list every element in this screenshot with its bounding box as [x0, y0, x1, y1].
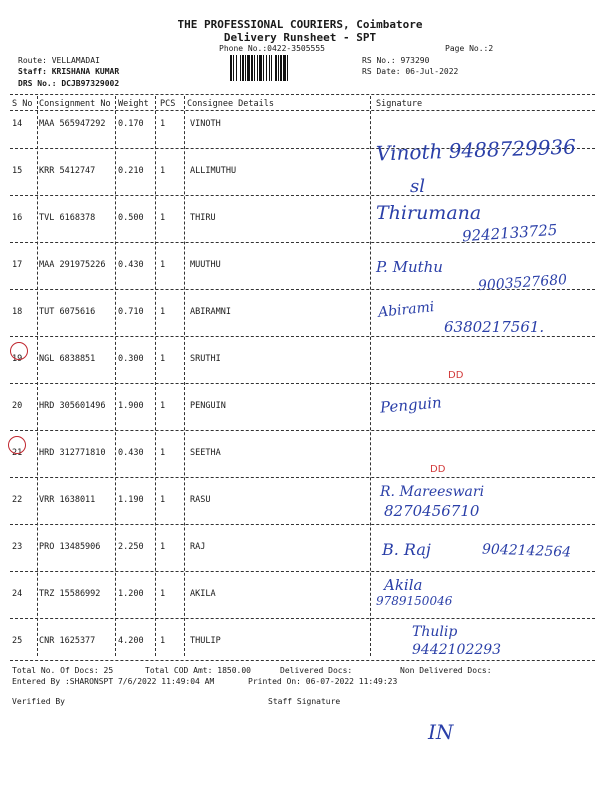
signature-row-18: Abirami — [377, 299, 436, 321]
row-weight: 0.430 — [118, 448, 144, 458]
dd-mark: DD — [430, 464, 446, 475]
col-sep — [37, 96, 38, 656]
row-pcs: 1 — [160, 166, 166, 176]
row-pcs: 1 — [160, 354, 166, 364]
bottom-initials: IN — [428, 720, 454, 744]
signature-row-24: Akila — [384, 576, 423, 594]
signature-row-25: Thulip — [412, 624, 458, 640]
row-pcs: 1 — [160, 542, 166, 552]
row-weight: 0.710 — [118, 307, 144, 317]
row-weight: 4.200 — [118, 636, 144, 646]
col-signature: Signature — [376, 99, 423, 109]
row-weight: 0.300 — [118, 354, 144, 364]
row-sno: 18 — [12, 307, 23, 317]
row-sno: 22 — [12, 495, 23, 505]
row-sno: 16 — [12, 213, 23, 223]
row-consignee: PENGUIN — [190, 401, 226, 411]
row-consignee: ABIRAMNI — [190, 307, 231, 317]
col-weight: Weight — [118, 99, 149, 109]
col-consignment: Consignment No — [39, 99, 111, 109]
row-weight: 0.170 — [118, 119, 144, 129]
row-consignee: AKILA — [190, 589, 216, 599]
document-title: THE PROFESSIONAL COURIERS, Coimbatore — [177, 18, 423, 31]
rs-date: RS Date: 06-Jul-2022 — [362, 67, 459, 76]
row-consignment: TRZ 15586992 — [39, 589, 101, 599]
row-consignee: THIRU — [190, 213, 216, 223]
total-docs: Total No. Of Docs: 25 — [12, 666, 114, 675]
row-separator — [10, 524, 595, 525]
row-consignment: PRO 13485906 — [39, 542, 101, 552]
route-label: Route: VELLAMADAI — [18, 56, 100, 65]
signature-row-25-phone: 9442102293 — [412, 642, 502, 658]
barcode-bar — [288, 55, 290, 81]
row-consignment: NGL 6838851 — [39, 354, 96, 364]
row-pcs: 1 — [160, 495, 166, 505]
staff-signature: Staff Signature — [268, 697, 341, 706]
document-subtitle: Delivery Runsheet - SPT — [223, 31, 377, 44]
row-separator — [10, 430, 595, 431]
row-sno: 25 — [12, 636, 23, 646]
row-consignment: KRR 5412747 — [39, 166, 96, 176]
row-pcs: 1 — [160, 589, 166, 599]
row-consignment: HRD 312771810 — [39, 448, 106, 458]
row-weight: 0.500 — [118, 213, 144, 223]
row-weight: 1.900 — [118, 401, 144, 411]
col-sep — [184, 96, 185, 656]
row-consignee: THULIP — [190, 636, 221, 646]
row-consignment: CNR 1625377 — [39, 636, 96, 646]
row-pcs: 1 — [160, 213, 166, 223]
row-pcs: 1 — [160, 307, 166, 317]
row-sno: 24 — [12, 589, 23, 599]
red-circle-mark — [10, 342, 28, 360]
printed-on: Printed On: 06-07-2022 11:49:23 — [248, 677, 398, 686]
row-weight: 0.210 — [118, 166, 144, 176]
row-sno: 14 — [12, 119, 23, 129]
signature-row-17: P. Muthu — [376, 258, 443, 276]
signature-row-23: B. Raj — [382, 540, 431, 559]
phone-number: Phone No.:0422-3505555 — [219, 44, 325, 53]
verified-by: Verified By — [12, 697, 65, 706]
col-sep — [155, 96, 156, 656]
row-weight: 1.200 — [118, 589, 144, 599]
entered-by: Entered By :SHARONSPT 7/6/2022 11:49:04 AM — [12, 677, 215, 686]
row-sno: 20 — [12, 401, 23, 411]
row-consignment: HRD 305601496 — [39, 401, 106, 411]
row-pcs: 1 — [160, 636, 166, 646]
page-number: Page No.:2 — [445, 44, 494, 53]
dd-mark: DD — [448, 370, 464, 381]
row-consignee: ALLIMUTHU — [190, 166, 237, 176]
row-weight: 2.250 — [118, 542, 144, 552]
row-sno: 19 — [12, 354, 23, 364]
row-consignee: SRUTHI — [190, 354, 221, 364]
row-consignee: VINOTH — [190, 119, 221, 129]
row-pcs: 1 — [160, 401, 166, 411]
row-sno: 15 — [12, 166, 23, 176]
signature-row-23-phone: 9042142564 — [481, 541, 572, 561]
row-weight: 0.430 — [118, 260, 144, 270]
row-consignee: MUUTHU — [190, 260, 221, 270]
row-sno: 23 — [12, 542, 23, 552]
row-separator — [10, 195, 595, 196]
signature-row-16-phone: 9242133725 — [461, 220, 558, 246]
row-separator — [10, 618, 595, 619]
signature-row-17-phone: 9003527680 — [477, 271, 568, 295]
col-pcs: PCS — [160, 99, 176, 109]
row-consignee: RAJ — [190, 542, 206, 552]
red-circle-mark — [8, 436, 26, 454]
signature-row-18-phone: 6380217561. — [444, 318, 545, 336]
row-weight: 1.190 — [118, 495, 144, 505]
signature-row-24-phone: 9789150046 — [376, 594, 453, 608]
total-cod: Total COD Amt: 1850.00 — [145, 666, 251, 675]
row-separator — [10, 571, 595, 572]
signature-row-14: Vinoth 9488729936 — [375, 134, 577, 166]
table-top-rule — [10, 94, 595, 95]
row-pcs: 1 — [160, 260, 166, 270]
row-consignment: TUT 6075616 — [39, 307, 96, 317]
row-sno: 17 — [12, 260, 23, 270]
row-consignment: MAA 565947292 — [39, 119, 106, 129]
signature-row-20: Penguin — [379, 393, 443, 417]
signature-row-16: Thirumana — [376, 202, 482, 224]
rs-number: RS No.: 973290 — [362, 56, 430, 65]
barcode — [230, 55, 338, 81]
delivered-docs: Delivered Docs: — [280, 666, 353, 675]
row-separator — [10, 477, 595, 478]
row-pcs: 1 — [160, 448, 166, 458]
row-consignment: TVL 6168378 — [39, 213, 96, 223]
non-delivered-docs: Non Delivered Docs: — [400, 666, 492, 675]
col-consignee: Consignee Details — [187, 99, 274, 109]
row-consignee: RASU — [190, 495, 211, 505]
row-consignee: SEETHA — [190, 448, 221, 458]
table-header-rule — [10, 110, 595, 111]
signature-row-15: sl — [410, 176, 425, 197]
drs-number: DRS No.: DCJB97329002 — [18, 79, 120, 88]
staff-label: Staff: KRISHANA KUMAR — [18, 67, 120, 76]
col-sno: S No — [12, 99, 33, 109]
col-sep — [115, 96, 116, 656]
footer-rule — [10, 660, 595, 661]
col-sep — [370, 96, 371, 656]
signature-row-22-phone: 8270456710 — [384, 502, 480, 520]
row-pcs: 1 — [160, 119, 166, 129]
row-consignment: MAA 291975226 — [39, 260, 106, 270]
row-separator — [10, 336, 595, 337]
signature-row-22: R. Mareeswari — [380, 484, 485, 500]
row-sno: 21 — [12, 448, 23, 458]
row-separator — [10, 383, 595, 384]
row-consignment: VRR 1638011 — [39, 495, 96, 505]
